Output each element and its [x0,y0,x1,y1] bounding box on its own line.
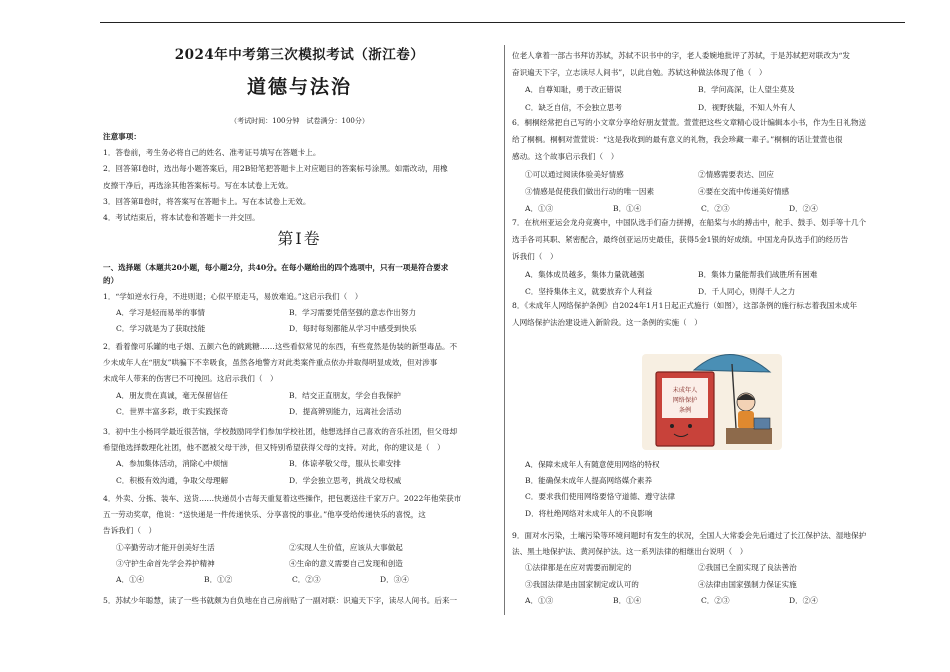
option-c: C．②③ [292,575,321,585]
statement: ①法律都是在应对需要而制定的 [525,563,632,573]
instruction-line: 的） [103,276,119,286]
option-a: A．①③ [525,595,554,605]
question-5-continued [512,49,908,114]
question-9 [512,529,908,607]
notes-block [103,130,496,224]
question-stem: 9．面对水污染，土壤污染等环境问题时有发生的状况，全国人大常委会先后通过了长江保护法、湿地保护 [512,531,867,540]
exam-info: （考试时间：100分钟 试卷满分：100分） [230,117,369,125]
question-stem: 位老人拿着一部古书拜访苏轼，苏轼不识书中的字，老人委婉地批评了苏轼，于是苏轼把对联改为“发 [512,51,851,60]
statement: ③我国法律是由国家制定或认可的 [525,579,639,589]
statements-row [103,541,496,554]
option-a: A．学习是轻而易举的事情 [116,308,206,318]
options-row [103,306,496,319]
question-2 [103,340,496,418]
book-title-line: 网络保护 [672,397,698,404]
options-row [512,285,908,298]
options-row [512,594,908,607]
section-instruction [103,261,496,287]
question-stem: 6．桐桐经常把自己写的小文章分享给好朋友萱萱。萱萱把这些文章精心设计编辑本小书，作为生日礼物送 [512,118,867,127]
options-row [512,101,908,114]
option-d: D．将杜绝网络对未成年人的不良影响 [525,508,653,518]
option-d: D．千人同心，则得千人之力 [698,286,796,296]
options-row [103,405,496,418]
option-c: C．缺乏自信，不会独立思考 [525,102,622,112]
question-stem: 法、黑土地保护法、黄河保护法。这一系列法律的相继出台说明（ ） [512,547,748,557]
option-b: B．学问高深，让人望尘莫及 [698,85,795,95]
statement: ②情感需要表达、回应 [698,169,774,179]
statements-row [512,168,908,181]
option-b: B．体谅孝敬父母，服从长辈安排 [289,459,401,469]
question-3 [103,425,496,487]
option-c: C．要求我们使用网络要恪守道德、遵守法律 [525,492,676,502]
note-item: 1．答卷前，考生务必将自己的姓名、准考证号填写在答题卡上。 [103,148,321,158]
statement: ①可以通过阅读体验美好情感 [525,169,624,179]
question-stem: 奋识遍天下字，立志读尽人间书”，以此自勉。苏轼这种做法体现了他（ ） [512,68,767,78]
book-eye-icon [670,424,674,428]
question-1 [103,290,496,336]
question-8 [512,299,908,329]
note-item: 4．考试结束后，将本试卷和答题卡一并交回。 [103,213,260,223]
subject-title: 道德与法治 [246,76,352,98]
exam-title: 2024年中考第三次模拟考试（浙江卷） [174,47,425,63]
question-6 [512,116,908,215]
question-7 [512,216,908,298]
statement: ②我国已全面实现了良法善治 [698,563,797,573]
book-eye-icon [688,424,692,428]
book-title-line: 未成年人 [672,387,698,394]
option-a: A．参加集体活动，消除心中烦恼 [116,459,228,469]
question-stem: 诉我们（ ） [512,252,558,262]
notes-title: 注意事项： [103,132,141,141]
question-stem: 3．初中生小杨同学最近很苦恼，学校鼓励同学们参加学校社团，他想选择自己喜欢的音乐社团，但父母却 [103,427,458,436]
options-row [512,83,908,96]
option-c: C．②③ [701,204,730,214]
statement: ③守护生命首先学会养护精神 [116,558,215,568]
question-stem: 未成年人带来的伤害已不可挽回。这启示我们（ ） [103,374,278,384]
law-book-illustration [642,342,782,454]
question-stem: 选手各司其职、紧密配合，最终创亚运历史最佳，获得5金1银的好成绩。中国龙舟队选手们的经历告 [512,235,849,245]
statements-row [512,578,908,591]
question-stem: 8．《未成年人网络保护条例》自2024年1月1日起正式施行（如图），这部条例的施行标志着我国未成年 [512,301,858,310]
question-4 [103,492,496,586]
question-stem: 2．看着像可乐罐的电子烟、五颜六色的跳跳糖……这些看似常见的东西，有些竟然是伪装的新型毒品。不 [103,342,458,351]
book-title-line: 条例 [678,407,692,414]
question-stem: 7．在杭州亚运会龙舟竞赛中，中国队选手们奋力拼搏，在船桨与水的搏击中，舵手、鼓手、划手等十几个 [512,218,867,227]
question-stem: 希望他选择数理化社团，他不愿被父母干涉，但又特别希望获得父母的支持。对此，你的建议是（ ） [103,443,445,453]
question-stem: 给了桐桐。桐桐对萱萱说：“这是我收到的最有意义的礼物，我会珍藏一辈子。”桐桐的话让萱萱也很 [512,135,843,145]
option-d: D．②④ [789,204,818,214]
section-mark: 第Ⅰ卷 [277,229,322,248]
question-stem: 4．外卖、分拣、装车、送货……快递员小吉每天重复着这些操作，把包裹送往千家万户。2022年他荣获市 [103,494,462,503]
question-stem: 告诉我们（ ） [103,526,157,536]
option-c: C．积极有效沟通，争取父母理解 [116,475,229,485]
option-b: B．①④ [613,595,642,605]
option-d: D．③④ [380,575,409,585]
options-row [512,268,908,281]
note-item: 3．回答第Ⅱ卷时，将答案写在答题卡上。写在本试卷上无效。 [103,196,311,206]
option-d: D．每时每刻都能从学习中感受到快乐 [289,324,417,334]
option-b: B．能确保未成年人提高网络媒介素养 [525,476,653,486]
question-stem: 5．苏轼少年聪慧，读了一些书就颇为自负地在自己房前贴了一副对联：识遍天下字，读尽人间书。后来一 [103,596,458,605]
option-d: D．学会独立思考，挑战父母权威 [289,475,402,485]
option-b: B．①④ [613,204,642,214]
question-5 [103,594,496,607]
option-a: A．保障未成年人有随意使用网络的特权 [525,460,660,469]
statement: ①辛勤劳动才能开创美好生活 [116,542,215,552]
option-a: A．①④ [116,575,145,585]
statement: ④生命的意义需要自己发现和创造 [289,558,403,568]
options-row [103,457,496,470]
options-row [103,573,496,586]
option-b: B．集体力量能帮我们战胜所有困难 [698,269,818,279]
statement: ④要在交流中传递美好情感 [698,186,790,196]
statement: ④法律由国家强制力保证实施 [698,579,797,589]
options-row [103,474,496,487]
option-a: A．集体成员越多，集体力量就越强 [525,269,645,279]
options-row [512,202,908,215]
column-divider [504,45,505,615]
statements-row [512,185,908,198]
question-stem: 感动。这个故事启示我们（ ） [512,152,619,162]
option-a: A．①③ [525,204,554,214]
option-a: A．自尊知耻，勇于改正错误 [525,85,622,95]
option-d: D．②④ [789,595,818,605]
question-stem: 少未成年人在“朋友”哄骗下不幸吸食，虽然各地警方对此类案件重点依办并取得明显成效，但对涉事 [103,358,438,368]
option-b: B．①② [204,575,233,585]
question-stem: 人网络保护法治建设进入新阶段。这一条例的实施（ ） [512,318,702,328]
options-row [103,389,496,402]
option-b: B．结交正直朋友，学会自我保护 [289,390,401,400]
statement: ②实现人生价值，应该从大事做起 [289,542,403,552]
note-item: 皮擦干净后，再选涂其他答案标号。写在本试卷上无效。 [103,180,293,190]
statement: ③情感是促使我们做出行动的唯一因素 [525,186,655,196]
option-b: B．学习需要凭借坚强的意志作出努力 [289,308,417,318]
option-d: D．提高辨别能力，远离社会活动 [289,406,402,416]
question-stem: 1．“学如逆水行舟，不进则退；心似平原走马，易放难追。”这启示我们（ ） [103,292,363,301]
option-c: C．学习就是为了获取技能 [116,324,206,334]
question-8-options [512,458,908,520]
laptop-icon [754,418,770,429]
note-item: 2．回答第Ⅰ卷时，选出每小题答案后，用2B铅笔把答题卡上对应题目的答案标号涂黑。如需改动，用橡 [103,164,448,174]
question-stem: 五一劳动奖章，他说：“送快递是一件传递快乐、分享喜悦的事业。”他享受给传递快乐的喜悦，这 [103,510,426,520]
instruction-line: 一、选择题（本题共20小题，每小题2分，共40分。在每小题给出的四个选项中，只有一项是符合要求 [103,263,449,272]
option-c: C．②③ [701,595,730,605]
option-d: D．视野狭隘，不知人外有人 [698,102,796,112]
statements-row [512,561,908,574]
option-a: A．朋友贵在真诚，毫无保留信任 [116,390,228,400]
child-body [738,411,754,429]
top-rule [100,22,905,23]
options-row [103,322,496,335]
desk [726,428,772,444]
option-c: C．世界丰富多彩，敢于实践探奇 [116,406,229,416]
option-c: C．坚持集体主义，就要放弃个人利益 [525,286,653,296]
statements-row [103,557,496,570]
